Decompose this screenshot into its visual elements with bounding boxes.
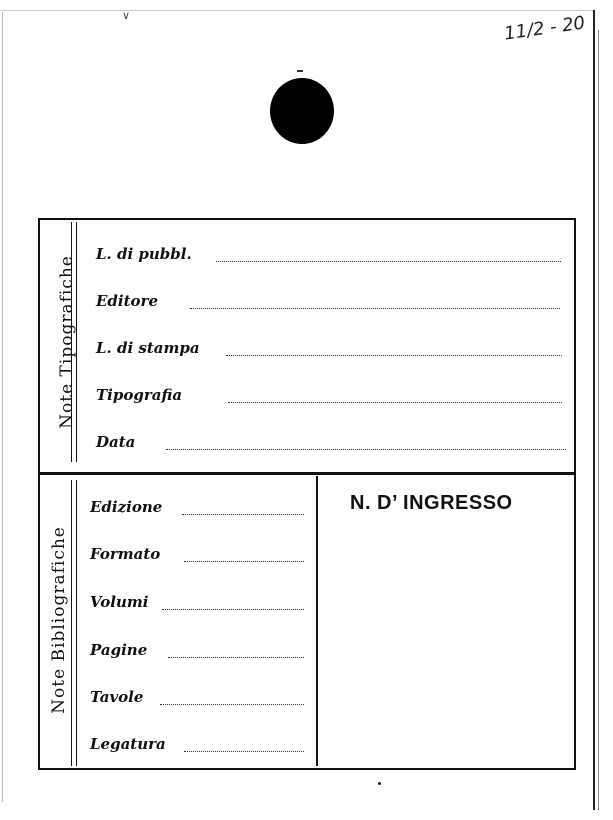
fill-line [190, 308, 560, 309]
field-formato[interactable] [90, 545, 306, 569]
fill-line [182, 514, 304, 515]
fill-line [160, 704, 304, 705]
field-label: Data [96, 433, 136, 451]
section-separator [38, 472, 576, 475]
field-label: Editore [96, 292, 158, 310]
field-pagine[interactable] [90, 641, 306, 665]
card-right-shadow [598, 30, 599, 810]
section-title-bibliografiche: Note Bibliografiche [49, 526, 69, 714]
field-luogo-pubblicazione[interactable] [96, 245, 566, 269]
field-volumi[interactable] [90, 593, 306, 617]
field-luogo-stampa[interactable] [96, 339, 566, 363]
fill-line [184, 561, 304, 562]
column-divider [316, 476, 318, 766]
field-label: Tipografia [96, 386, 183, 404]
fill-line [184, 751, 304, 752]
field-legatura[interactable] [90, 735, 306, 759]
field-label: Legatura [90, 735, 166, 753]
field-label: Edizione [90, 498, 163, 516]
field-data[interactable] [96, 433, 566, 457]
card-right-edge [593, 10, 595, 810]
ingresso-label: N. D’ INGRESSO [350, 492, 513, 514]
field-label: Pagine [90, 641, 148, 659]
handwritten-note: 11/2 - 20 [502, 12, 587, 45]
field-tavole[interactable] [90, 688, 306, 712]
sidebar-double-rule-bottom [71, 480, 77, 766]
fill-line [162, 609, 304, 610]
field-label: L. di pubbl. [96, 245, 192, 263]
fill-line [216, 261, 561, 262]
field-editore[interactable] [96, 292, 566, 316]
card-left-edge [2, 12, 3, 802]
field-edizione[interactable] [90, 498, 306, 522]
field-tipografia[interactable] [96, 386, 566, 410]
fill-line [168, 657, 304, 658]
fill-line [226, 355, 562, 356]
top-mark: ∨ [122, 9, 131, 22]
ink-speck [378, 782, 381, 785]
fill-line [228, 402, 562, 403]
card-top-edge [0, 10, 594, 11]
field-label: Tavole [90, 688, 144, 706]
field-label: Formato [90, 545, 161, 563]
hole-tick [297, 70, 303, 72]
punch-hole [270, 78, 334, 144]
fill-line [166, 449, 566, 450]
field-label: Volumi [90, 593, 149, 611]
field-label: L. di stampa [96, 339, 200, 357]
section-title-tipografiche: Note Tipografiche [57, 255, 77, 429]
